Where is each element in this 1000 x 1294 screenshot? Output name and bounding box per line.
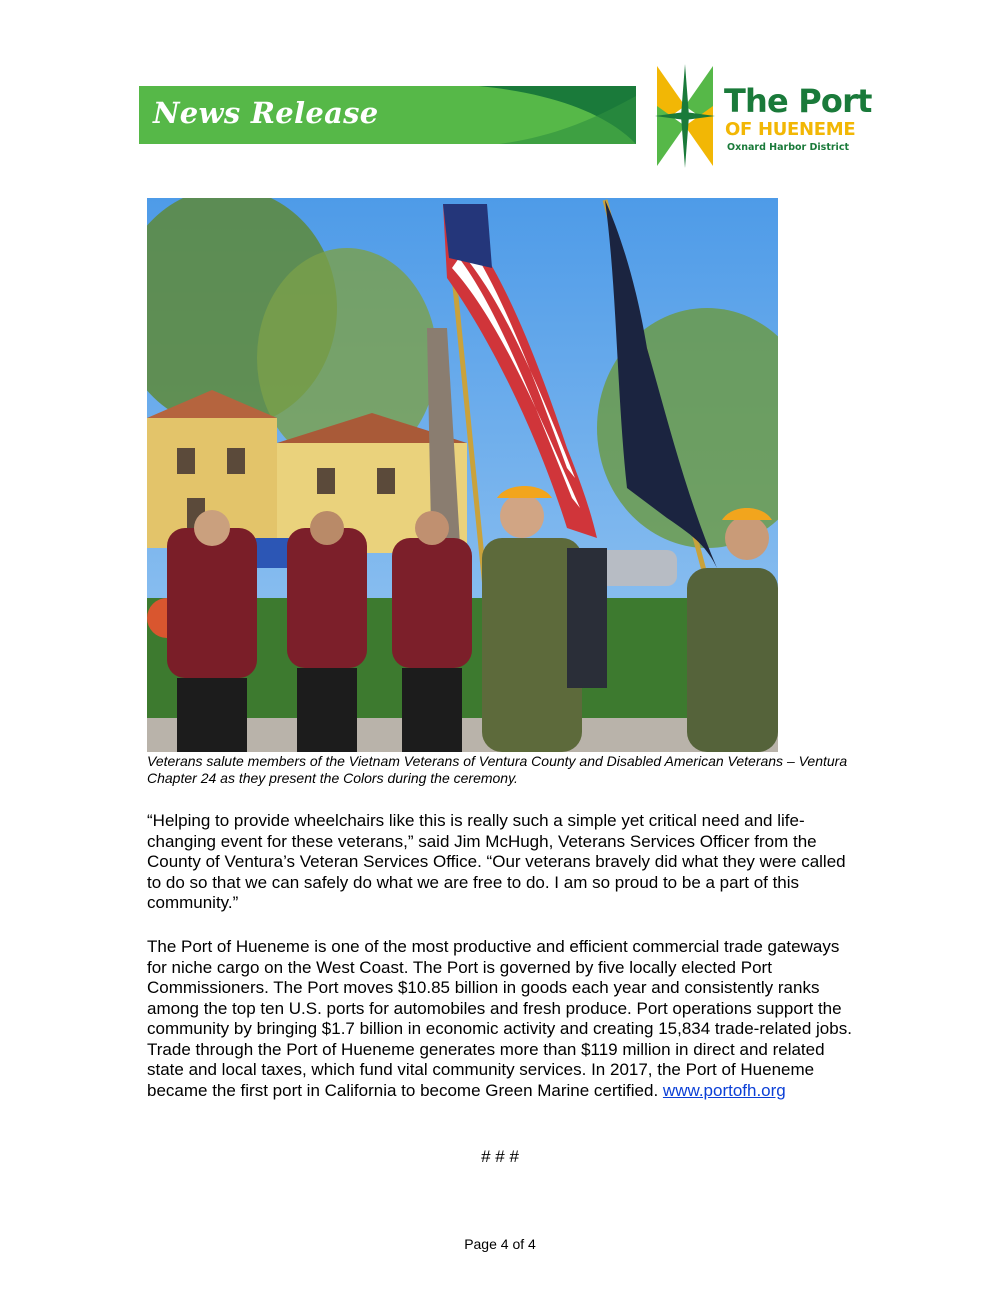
logo-tagline: Oxnard Harbor District — [727, 142, 849, 153]
news-release-banner — [139, 86, 636, 144]
end-mark: # # # — [481, 1147, 519, 1166]
port-website-link[interactable]: www.portofh.org — [662, 1080, 786, 1100]
port-logo-mark-icon — [655, 64, 715, 168]
about-paragraph-text: The Port of Hueneme is one of the most productive and efficient commercial trade gateways for niche cargo on the West Coast. The Port is governed by five locally elected Port Commissioners. The Port moves $10.85 billion in goods each year and consistently ranks among the top ten U.S. ports for automobiles and fresh produce. Port operations support the community by bringing $1.7 billion in economic activity and creating 15,834 trade-related jobs. Trade through the Port of Hueneme generates more than $119 million in direct and related state and local taxes, which fund vital community services. In 2017, the Port of Hueneme became the first port in California to become Green Marine certified. — [147, 937, 852, 1100]
page-number: Page 4 of 4 — [464, 1236, 536, 1252]
logo-title: The Port — [724, 82, 872, 120]
photo-caption: Veterans salute members of the Vietnam Veterans of Ventura County and Disabled American Veterans – Ventura Chapter 24 as they present the Colors during the ceremony. — [147, 753, 848, 786]
banner-title: News Release — [153, 96, 379, 130]
quote-paragraph: “Helping to provide wheelchairs like this is really such a simple yet critical need and life-changing event for these veterans,” said Jim McHugh, Veterans Services Officer from the County of Ventura’s Veteran Services Office. “Our veterans bravely did what they were called to do so that we can safely do what we are free to do. I am so proud to be a part of this community.” — [147, 811, 846, 912]
about-paragraph — [147, 937, 863, 1101]
logo-subtitle: OF HUENEME — [725, 119, 856, 140]
ceremony-photo — [147, 198, 778, 752]
port-logo — [655, 64, 872, 168]
